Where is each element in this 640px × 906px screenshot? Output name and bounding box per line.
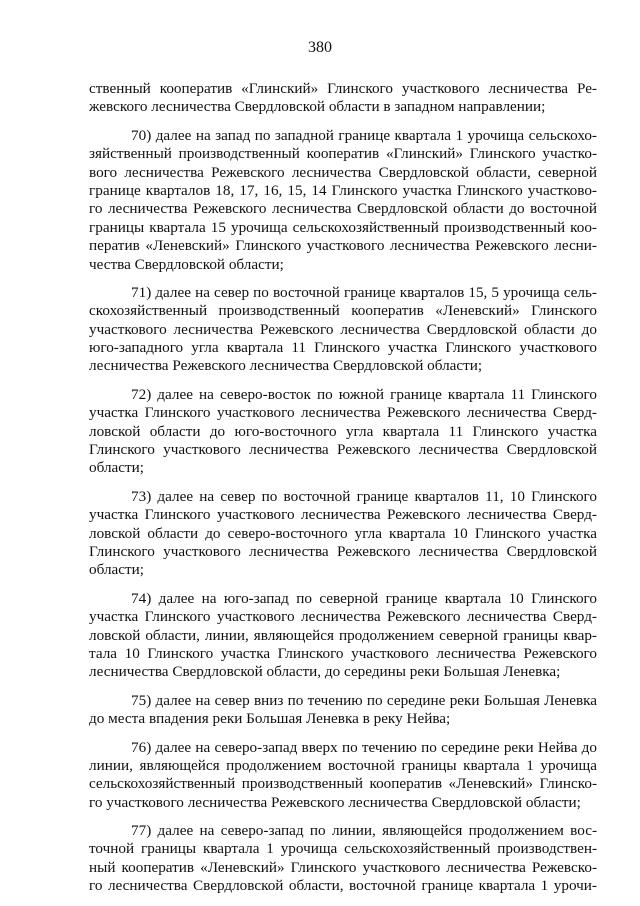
text-line: 71) далее на север по восточной границе кварталов 15, 5 урочища сель-	[131, 283, 597, 301]
text-line: 77) далее на северо-запад по линии, являющейся продолжением вос-	[131, 822, 597, 840]
paragraph	[89, 590, 597, 682]
paragraph	[89, 692, 597, 729]
text-line: ператив «Леневский» Глинского участкового лесничества Режевского лесни-	[89, 237, 597, 255]
text-line: участкового лесничества Режевского лесничества Свердловской области до	[89, 320, 597, 338]
text-line: 75) далее на север вниз по течению по середине реки Большая Леневка	[131, 691, 597, 709]
text-line: точной границы квартала 1 урочища сельскохозяйственный производствен-	[89, 840, 597, 858]
page-number: 380	[308, 39, 332, 56]
paragraph	[89, 127, 597, 274]
paragraph	[89, 488, 597, 580]
text-line: ный кооператив «Леневский» Глинского участкового лесничества Режевско-	[89, 858, 597, 876]
text-line: участка Глинского участкового лесничества Режевского лесничества Сверд-	[89, 404, 597, 422]
paragraph	[89, 80, 597, 117]
paragraph	[89, 822, 597, 896]
paragraph	[89, 284, 597, 376]
text-line: линии, являющейся продолжением восточной границы квартала 1 урочища	[89, 756, 597, 774]
text-line: области;	[89, 459, 144, 477]
text-line: лесничества Режевского лесничества Свердловской области;	[89, 357, 483, 375]
text-line: го участкового лесничества Режевского лесничества Свердловской области;	[89, 793, 581, 811]
text-line: 72) далее на северо-восток по южной границе квартала 11 Глинского	[131, 385, 597, 403]
text-line: ловской области до юго-восточного угла квартала 11 Глинского участка	[89, 422, 597, 440]
text-line: 74) далее на юго-запад по северной границе квартала 10 Глинского	[131, 589, 597, 607]
text-line: участка Глинского участкового лесничества Режевского лесничества Сверд-	[89, 608, 597, 626]
text-line: лесничества Свердловской области, до середины реки Большая Леневка;	[89, 663, 561, 681]
text-line: ственный кооператив «Глинский» Глинского участкового лесничества Ре-	[89, 80, 597, 97]
text-line: 76) далее на северо-запад вверх по течению по середине реки Нейва до	[131, 738, 597, 756]
text-line: границы квартала 15 урочища сельскохозяйственный производственный коо-	[89, 218, 597, 236]
text-line: границе кварталов 18, 17, 16, 15, 14 Глинского участка Глинского участково-	[89, 181, 597, 199]
document-body	[89, 80, 597, 906]
text-line: Глинского участкового лесничества Режевского лесничества Свердловской	[89, 542, 597, 560]
text-line: го лесничества Режевского лесничества Свердловской области до восточной	[89, 200, 597, 218]
text-line: ловской области, линии, являющейся продолжением северной границы квар-	[89, 626, 597, 644]
text-line: го лесничества Свердловской области, восточной границе квартала 1 урочи-	[89, 877, 597, 895]
text-line: ловской области до северо-восточного угла квартала 10 Глинского участка	[89, 524, 597, 542]
paragraph	[89, 386, 597, 478]
text-line: юго-западного угла квартала 11 Глинского участка Глинского участкового	[89, 339, 597, 357]
text-line: области;	[89, 561, 144, 579]
text-line: зяйственный производственный кооператив «Глинский» Глинского участко-	[89, 145, 597, 163]
text-line: вого лесничества Режевского лесничества Свердловской области, северной	[89, 163, 597, 181]
text-line: 70) далее на запад по западной границе квартала 1 урочища сельскохо-	[131, 126, 597, 144]
text-line: Глинского участкового лесничества Режевского лесничества Свердловской	[89, 441, 597, 459]
text-line: до места впадения реки Большая Леневка в реку Нейва;	[89, 710, 451, 728]
text-line: 73) далее на север по восточной границе кварталов 11, 10 Глинского	[131, 487, 597, 505]
paragraph	[89, 739, 597, 813]
text-line: сельскохозяйственный производственный кооператив «Леневский» Глинско-	[89, 775, 597, 793]
text-line: скохозяйственный производственный кооператив «Леневский» Глинского	[89, 302, 597, 320]
text-line: участка Глинского участкового лесничества Режевского лесничества Сверд-	[89, 506, 597, 524]
text-line: жевского лесничества Свердловской области в западном направлении;	[89, 98, 546, 116]
text-line: тала 10 Глинского участка Глинского участкового лесничества Режевского	[89, 644, 597, 662]
text-line: чества Свердловской области;	[89, 255, 284, 273]
